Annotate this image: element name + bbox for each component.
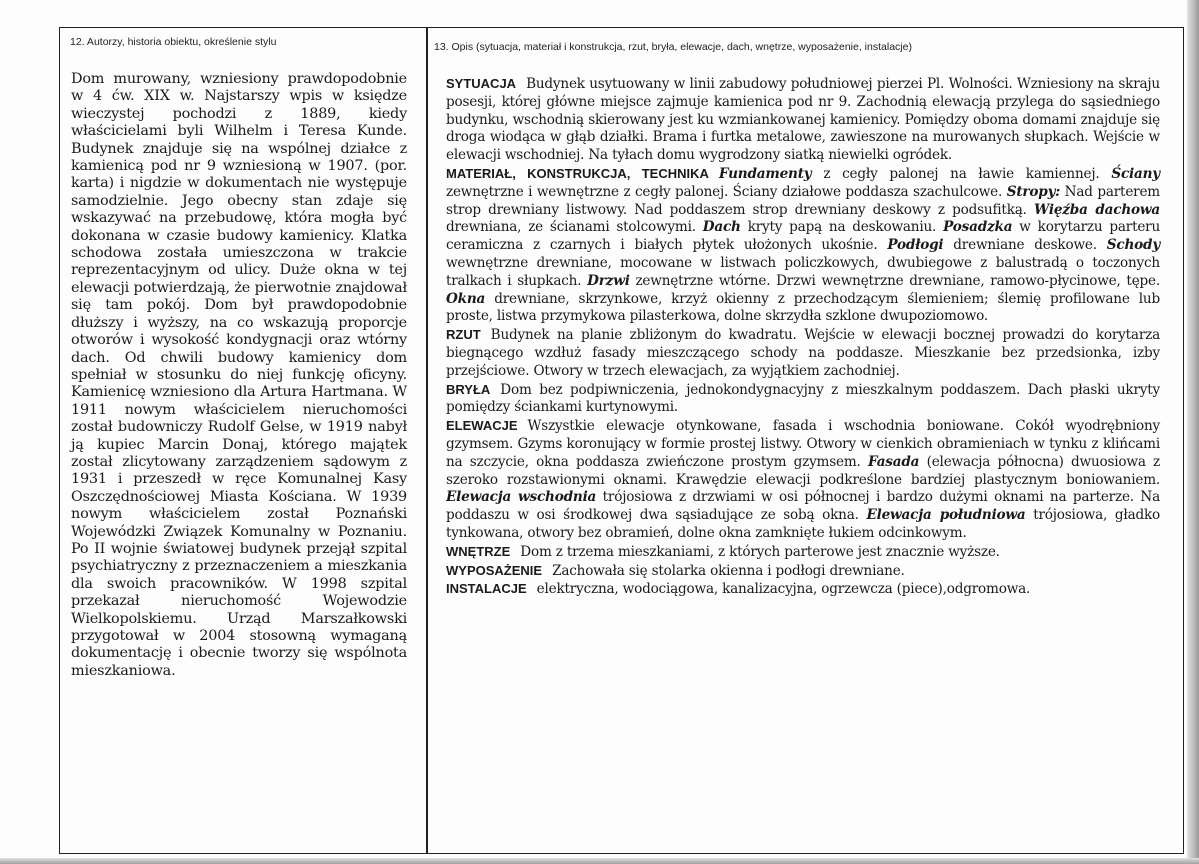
drzwi-term: Drzwi [587,272,630,289]
dach-term: Dach [702,219,741,236]
wyposazenie-label: WYPOSAŻENIE [446,562,543,578]
rzut-text: Budynek na planie zbliżonym do kwadratu. Wejście w elewacji bocznej prowadzi do korytarza biegnącego wzdłuż fasady mieszczącego schody na poddasze. Mieszkanie bez przedsionka, izby przejściowe. Otwory w trzech elewacjach, za wyjątkiem zachodniej. [446,327,1160,379]
elewacje-text-3: trójosiowa z drzwiami w osi północnej i bardzo dużymi oknami na parterze. Na poddaszu w osi środkowej dwa sąsiadujące ze sobą okna. [446,489,1161,524]
fasada-term: Fasada [867,453,920,470]
sytuacja-label: SYTUACJA [446,76,517,91]
section-instalacje [446,580,1160,599]
stropy-text: Nad parterem strop drewniany listwowy. Nad poddaszem strop drewniany deskowy z podsufitką. [446,183,1160,218]
elewacje-label: ELEWACJE [446,418,518,434]
podlogi-term: Podłogi [887,237,944,254]
elewacje-text-4: trójosiowa, gładko tynkowana, otwory bez obramień, dolne okna zamknięte łukiem odcinkowym. [446,507,1160,541]
okna-text: drewniane, skrzynkowe, krzyż okienny z przechodzącym ślemieniem; ślemię profilowane lub proste, listwa przymykowa pilasterkowa, dolne skrzydła szklone dwupoziomowo. [446,290,1160,325]
bryla-label: BRYŁA [446,381,491,397]
bryla-text: Dom bez podpiwniczenia, jednokondygnacyjny z mieszkalnym poddaszem. Dach płaski ukryty pomiędzy ściankami kurtynowymi. [446,381,1160,416]
elewacje-text-2: (elewacja północna) dwuosiowa z szeroko rozstawionymi oknami. Krawędzie elewacji podkreślone bardziej plastycznym boniowaniem. [446,453,1161,488]
section-sytuacja [446,75,1160,165]
drzwi-text: zewnętrzne wtórne. Drzwi wewnętrzne drewniane, ramowo-płycinowe, tępe. [635,272,1161,289]
section-wyposazenie [446,562,1160,581]
rzut-label: RZUT [446,327,481,343]
sciany-term: Ściany [1111,165,1160,182]
elewacja-poludniowa-term: Elewacja południowa [866,507,1026,524]
material-label: MATERIAŁ, KONSTRUKCJA, TECHNIKA [446,165,709,181]
dach-text: kryty papą na deskowaniu. [747,219,937,236]
fundamenty-term: Fundamenty [718,165,812,182]
section-rzut [446,326,1160,380]
section-elewacje [446,417,1160,543]
elewacje-text-1: Wszystkie elewacje otynkowane, fasada i wschodnia boniowane. Cokół wyodrębniony gzymsem. Gzyms koronujący w formie prostej listwy. Otwory w cienkich obramieniach w tynku z klińcami na szczycie, okna poddasza zwieńczone prostym gzymsem. [446,418,1160,470]
schody-term: Schody [1106,237,1161,254]
elewacja-wschodnia-term: Elewacja wschodnia [446,489,597,506]
description-header: 13. Opis (sytuacja, materiał i konstrukcja, rzut, bryła, elewacje, dach, wnętrze, wyposażenie, instalacje) [434,41,912,53]
sciany-text: zewnętrzne i wewnętrzne z cegły palonej. Ściany działowe poddasza szachulcowe. [446,183,1003,200]
description-body [446,75,1160,599]
history-column [65,36,415,680]
wnetrze-text: Dom z trzema mieszkaniami, z których parterowe jest znacznie wyższe. [520,543,1000,560]
scan-edge-shadow [1187,0,1199,864]
schody-text: wewnętrzne drewniane, mocowane w listwach policzkowych, dwubiegowe z balustradą o toczonych tralkach i słupkach. [446,254,1160,289]
posadzka-text: w korytarzu parteru ceramiczna z czarnych i białych płytek ułożonych ukośnie. [446,219,1161,254]
wyposazenie-text: Zachowała się stolarka okienna i podłogi drewniane. [552,562,905,579]
posadzka-term: Posadzka [943,219,1013,236]
fundamenty-text: z cegły palonej na ławie kamiennej. [823,165,1100,182]
podlogi-text: drewniane deskowe. [953,237,1097,254]
instalacje-text: elektryczna, wodociągowa, kanalizacyjna, ogrzewcza (piece),odgromowa. [536,581,1031,598]
wnetrze-label: WNĘTRZE [446,543,511,559]
wiezba-term: Więźba dachowa [1034,201,1161,218]
section-wnetrze [446,543,1160,562]
stropy-term: Stropy: [1006,183,1061,200]
section-material [446,165,1160,326]
scan-bottom-shadow [0,858,1199,864]
description-column [432,41,1176,599]
history-text: Dom murowany, wzniesiony prawdopodobnie w 4 ćw. XIX w. Najstarszy wpis w księdze wieczystej pochodzi z 1889, kiedy właścicielami byli Wilhelm i Teresa Kunde. Budynek znajduje się na wspólnej działce z kamienicą pod nr 9 wzniesioną w 1907. (por. karta) i nigdzie w dokumentach nie występuje samodzielnie. Jego obecny stan zdaje się wskazywać na przebudowę, która mogła być dokonana w czasie budowy kamienicy. Klatka schodowa została umieszczona w trakcie reprezentacyjnym od ulicy. Duże okna w tej elewacji potwierdzają, że pierwotnie znajdował się tam pokój. Dom był prawdopodobnie dłuższy i wyższy, na co wskazują proporcje otworów i wysokość kondygnacji oraz wtórny dach. Od chwili budowy kamienicy dom spełniał w stosunku do niej funkcję oficyny. Kamienicę wzniesiono dla Artura Hartmana. W 1911 nowym właścicielem nieruchomości został budowniczy Rudolf Gelse, w 1919 nabył ją kupiec Marcin Donaj, którego majątek został zlicytowany zarządzeniem sądowym z 1931 i przeszedł w ręce Komunalnej Kasy Oszczędnościowej Miasta Kościana. W 1939 nowym właścicielem został Poznański Wojewódzki Związek Komunalny w Poznaniu. Po II wojnie światowej budynek przejął szpital psychiatryczny z przeznaczeniem a mieszkania dla swoich pracowników. W 1998 szpital przekazał nieruchomość Wojewodzie Wielkopolskiemu. Urząd Marszałkowski przygotował w 2004 stosowną wymaganą dokumentację i obecnie tworzy się wspólnota mieszkaniowa. [71,71,407,679]
wiezba-text: drewniana, ze ścianami stolcowymi. [446,219,696,236]
instalacje-label: INSTALACJE [446,581,527,597]
history-header: 12. Autorzy, historia obiektu, określenie stylu [70,36,277,48]
column-divider [426,27,428,854]
sytuacja-text: Budynek usytuowany w linii zabudowy południowej pierzei Pl. Wolności. Wzniesiony na skraju posesji, której główne miejsce zajmuje kamienica pod nr 9. Zachodnią elewacją przylega do sąsiedniego budynku, wschodnią skierowany jest ku wzmiankowanej kamienicy. Pomiędzy oboma domami znajduje się droga wiodąca w głąb działki. Brama i furtka metalowe, zawieszone na murowanych słupkach. Wejście w elewacji wschodniej. Na tyłach domu wygrodzony siatką niewielki ogródek. [446,76,1160,164]
okna-term: Okna [446,290,486,307]
section-bryla [446,381,1160,418]
